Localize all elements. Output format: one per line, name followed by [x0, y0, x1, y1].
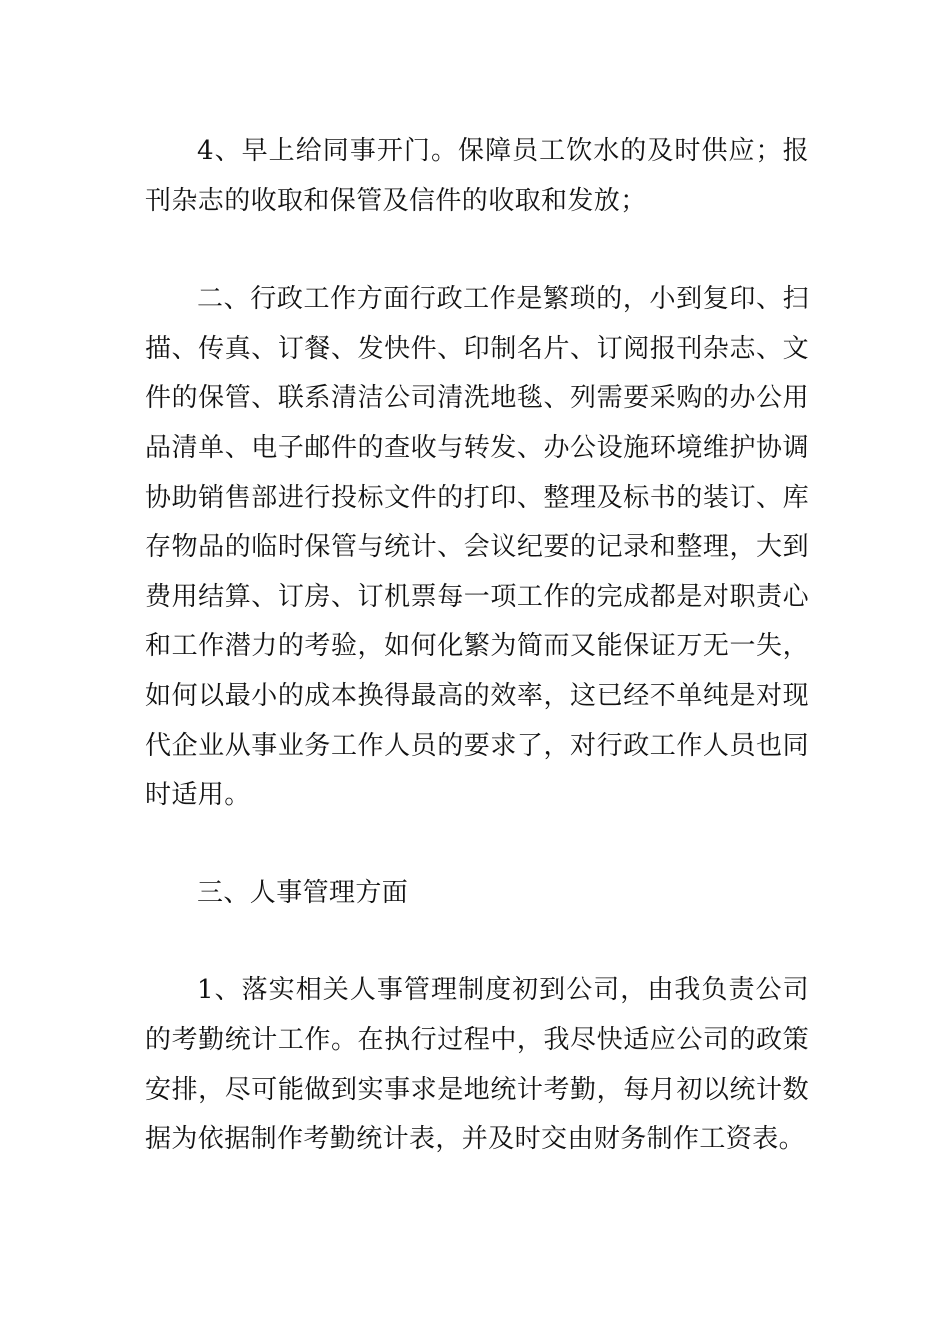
paragraph-attendance-system: 1、落实相关人事管理制度初到公司，由我负责公司的考勤统计工作。在执行过程中，我尽快适应公司的政策安排，尽可能做到实事求是地统计考勤，每月初以统计数据为依据制作考勤统计表，并及时交由财务制作工资表。 [145, 975, 809, 1155]
heading-personnel-management: 三、人事管理方面 [197, 877, 409, 908]
paragraph-reception-duties: 4、早上给同事开门。保障员工饮水的及时供应；报刊杂志的收取和保管及信件的收取和发放； [145, 136, 809, 216]
document-page [145, 127, 809, 1165]
paragraph-administrative-work: 二、行政工作方面行政工作是繁琐的，小到复印、扫描、传真、订餐、发快件、印制名片、订阅报刊杂志、文件的保管、联系清洁公司清洗地毯、列需要采购的办公用品清单、电子邮件的查收与转发、办公设施环境维护协调协助销售部进行投标文件的打印、整理及标书的装订、库存物品的临时保管与统计、会议纪要的记录和整理，大到费用结算、订房、订机票每一项工作的完成都是对职责心和工作潜力的考验，如何化繁为简而又能保证万无一失，如何以最小的成本换得最高的效率，这已经不单纯是对现代企业从事业务工作人员的要求了，对行政工作人员也同时适用。 [145, 284, 809, 811]
